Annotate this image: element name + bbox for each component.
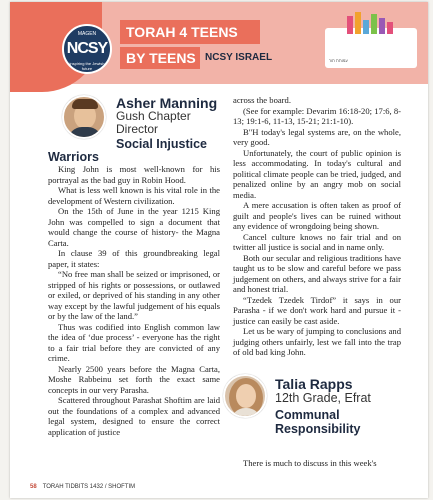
footer-text: TORAH TIDBITS 1432 / SHOFTIM [42,484,136,490]
sponsor-logo [325,28,417,68]
paragraph: What is less well known is his vital role in the development of Western civilization. [48,185,220,206]
paragraph: There is much to discuss in this week's [243,458,377,468]
org-name: NCSY ISRAEL [205,52,273,63]
paragraph: B"H today's legal systems are, on the whole, very good. [233,126,401,147]
sponsor-caption: עמותת תור [329,58,348,63]
article2-title-line2: Responsibility [275,422,361,436]
paragraph: In clause 39 of this groundbreaking legal paper, it states: [48,248,220,269]
paragraph: Thus was codified into English common law the idea of ‘due process’ - everyone has the right to a fair trial before they are convicted of any crime. [48,321,220,363]
paragraph: A mere accusation is often taken as proof of guilt and people's lives can be ruined without any evidence of wrongdoing being shown. [233,200,401,231]
article1-title-line2: Warriors [48,150,99,164]
page-footer [30,484,135,490]
paragraph: Both our secular and religious traditions have taught us to be slow and careful before we pass judgement on others, and always strive for a fair and honest trial. [233,252,401,294]
logo-top-text: MAGEN [77,31,97,37]
author1-name: Asher Manning [116,95,218,111]
article1-column1 [48,164,220,437]
paragraph: Let us be wary of jumping to conclusions and judging others unfairly, lest we fall into the trap of old bad king John. [233,326,401,357]
paragraph: King John is most well-known for his portrayal as the bad guy in Robin Hood. [48,164,220,185]
author2-name: Talia Rapps [275,376,353,392]
article2-title-line1: Communal [275,408,340,422]
logo-sub-text: inspiring the Jewish future [69,61,105,71]
header-band [10,2,428,84]
section-title-line1: TORAH 4 TEENS [120,20,260,44]
paragraph: “Tzedek Tzedek Tirdof” it says in our Parasha - if we don't work hard and pursue it - justice can easily be cast aside. [233,294,401,326]
paragraph: (See for example: Devarim 16:18-20; 17:6, 8-13; 19:1-6, 11-13, 15-21; 21:1-10). [233,105,401,126]
author-photo-talia [223,374,267,418]
magazine-page [10,2,428,498]
logo-main-text: NCSY [66,40,108,57]
paragraph: Scattered throughout Parashat Shoftim are laid out the foundations of a complex and advanced legal system, designed to ensure the correct application of justice [48,395,220,437]
paragraph: On the 15th of June in the year 1215 King John was compelled to sign a document that would change the course of history- the Magna Carta. [48,206,220,248]
section-title-line2: BY TEENS [120,47,200,69]
ncsy-logo [62,24,112,74]
paragraph: Cancel culture knows no fair trial and on twitter all justice is social and in name only. [233,231,401,252]
paragraph: “No free man shall be seized or imprisoned, or stripped of his rights or possessions, or outlawed or exiled, or deprived of his standing in any other way except by the lawful judgement of his equals or by the law of the land.” [48,269,220,321]
author1-role-line1: Gush Chapter [116,109,191,123]
article2-column [233,458,401,469]
paragraph: Nearly 2500 years before the Magna Carta, Moshe Rabbeinu set forth the exact same concepts in our very Parasha. [48,363,220,395]
paragraph: Unfortunately, the court of public opinion is less accommodating. In today's cultural and political climate people can be tried, judged, and penalized online by an angry mob on social media. [233,147,401,200]
article1-title-line1: Social Injustice [116,137,208,151]
author-photo-asher [62,95,106,139]
paragraph: across the board. [233,95,291,105]
page-number: 58 [30,484,37,490]
article1-column2 [233,95,401,358]
author2-role: 12th Grade, Efrat [275,391,371,405]
author1-role-line2: Director [116,122,159,136]
